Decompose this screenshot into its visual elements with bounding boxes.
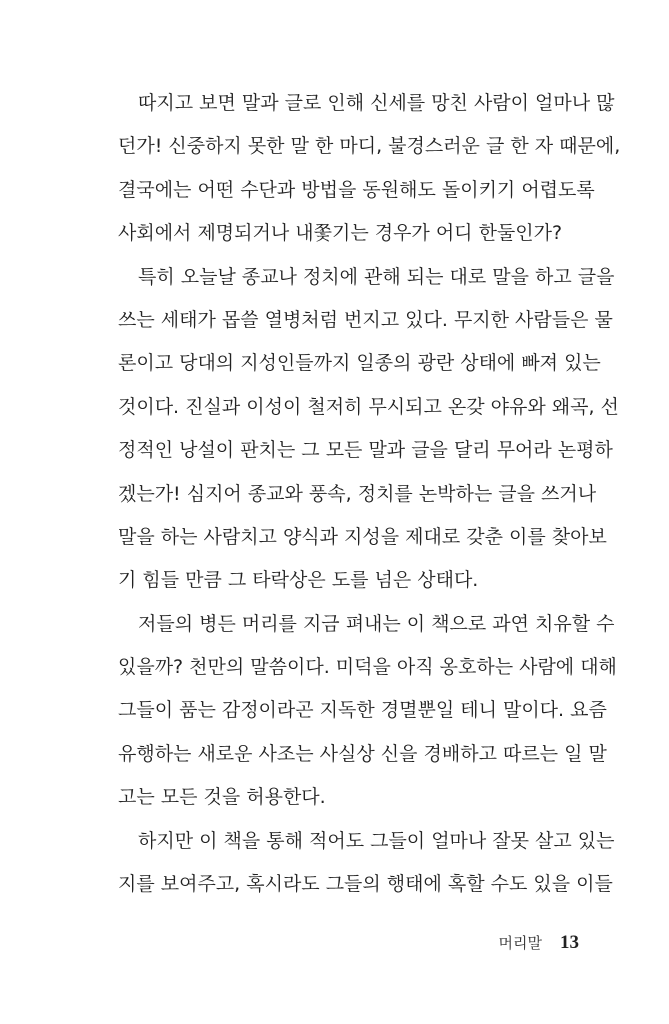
text-line: 결국에는 어떤 수단과 방법을 동원해도 돌이키기 어렵도록 bbox=[118, 178, 595, 201]
page-footer bbox=[499, 932, 579, 954]
body-text bbox=[118, 82, 621, 906]
text-line: 하지만 이 책을 통해 적어도 그들이 얼마나 잘못 살고 있는 bbox=[138, 829, 615, 852]
text-line: 던가! 신중하지 못한 말 한 마디, 불경스러운 글 한 자 때문에, bbox=[118, 135, 621, 158]
text-line: 기 힘들 만큼 그 타락상은 도를 넘은 상태다. bbox=[118, 569, 479, 592]
text-line: 있을까? 천만의 말씀이다. 미덕을 아직 옹호하는 사람에 대해 bbox=[118, 656, 617, 679]
text-line: 저들의 병든 머리를 지금 펴내는 이 책으로 과연 치유할 수 bbox=[138, 612, 615, 635]
text-line: 쓰는 세태가 몹쓸 열병처럼 번지고 있다. 무지한 사람들은 물 bbox=[118, 308, 613, 331]
text-line: 론이고 당대의 지성인들까지 일종의 광란 상태에 빠져 있는 bbox=[118, 352, 601, 375]
text-line: 고는 모든 것을 허용한다. bbox=[118, 786, 326, 809]
text-line: 따지고 보면 말과 글로 인해 신세를 망친 사람이 얼마나 많 bbox=[138, 92, 615, 114]
running-section-title: 머리말 bbox=[498, 934, 542, 952]
text-line: 그들이 품는 감정이라곤 지독한 경멸뿐일 테니 말이다. 요즘 bbox=[118, 699, 607, 722]
text-line: 것이다. 진실과 이성이 철저히 무시되고 온갖 야유와 왜곡, 선 bbox=[118, 395, 619, 418]
text-line: 사회에서 제명되거나 내쫓기는 경우가 어디 한둘인가? bbox=[118, 222, 563, 245]
text-line: 유행하는 새로운 사조는 사실상 신을 경배하고 따르는 일 말 bbox=[118, 742, 607, 765]
text-line: 말을 하는 사람치고 양식과 지성을 제대로 갖춘 이를 찾아보 bbox=[118, 525, 607, 548]
page-number: 13 bbox=[560, 932, 579, 953]
text-line: 정적인 낭설이 판치는 그 모든 말과 글을 달리 무어라 논평하 bbox=[118, 439, 613, 462]
text-line: 지를 보여주고, 혹시라도 그들의 행태에 혹할 수도 있을 이들 bbox=[118, 873, 613, 896]
text-line: 겠는가! 심지어 종교와 풍속, 정치를 논박하는 글을 쓰거나 bbox=[118, 482, 597, 505]
text-line: 특히 오늘날 종교나 정치에 관해 되는 대로 말을 하고 글을 bbox=[138, 265, 615, 288]
